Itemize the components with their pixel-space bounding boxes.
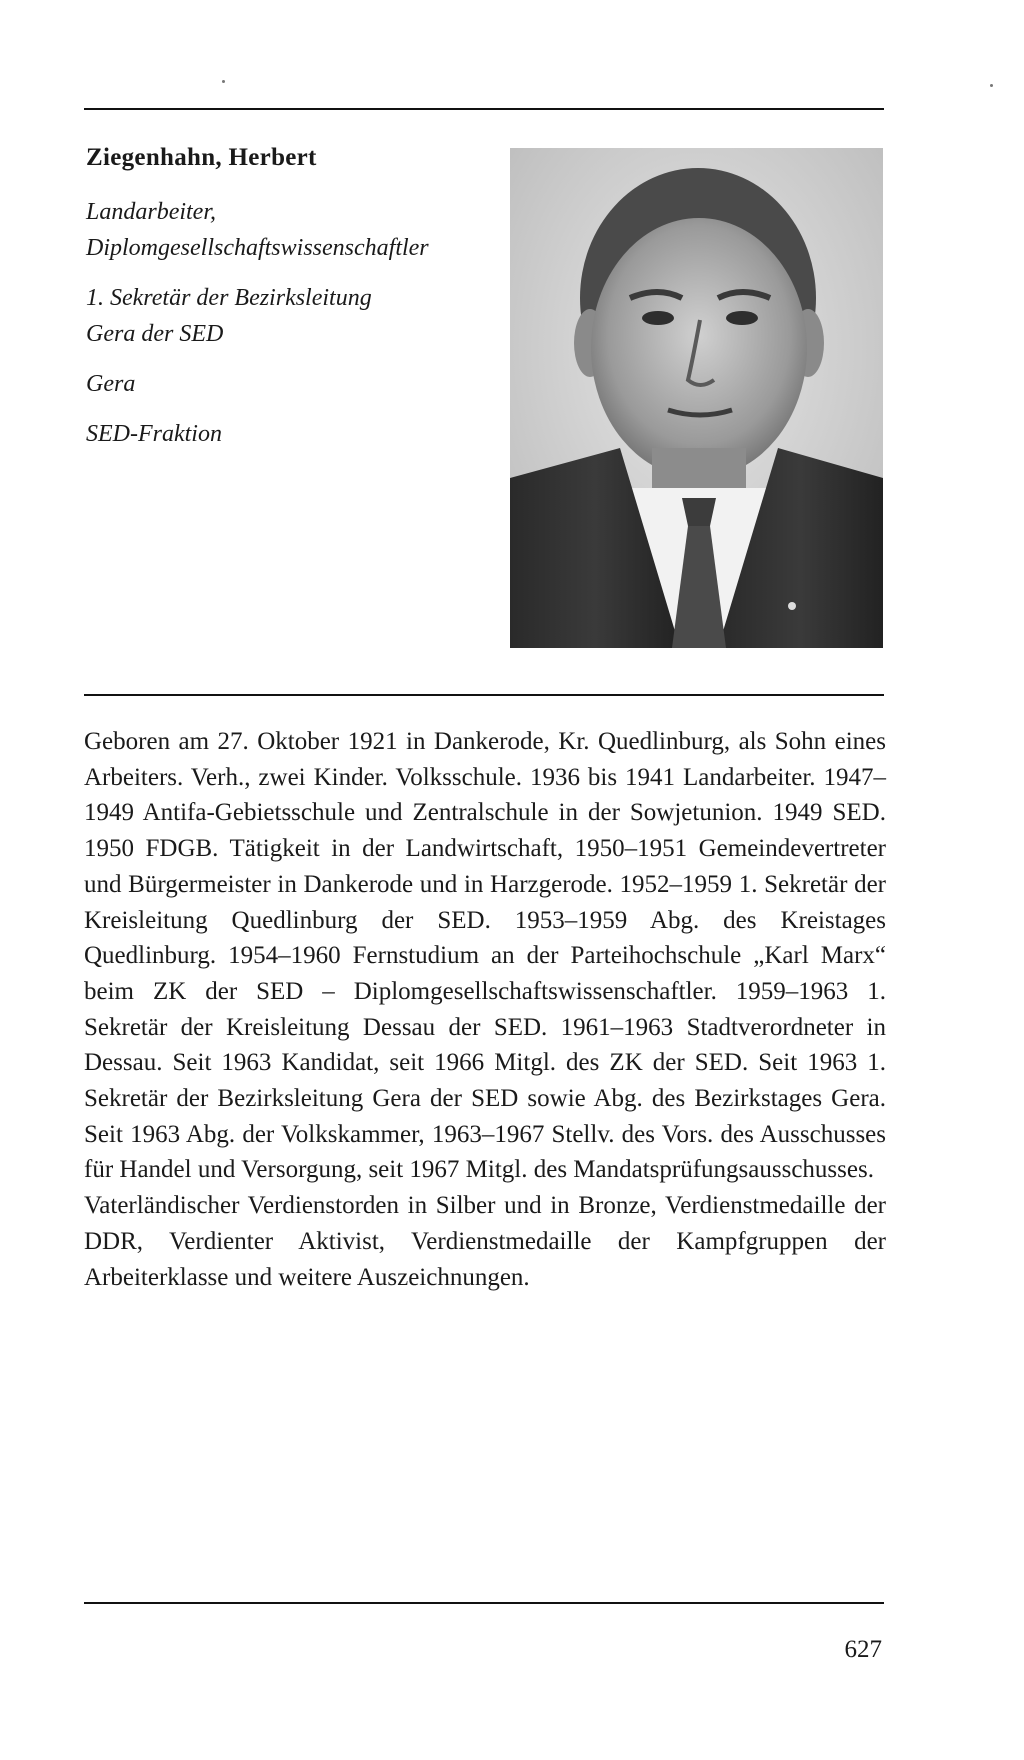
scan-speck: [222, 80, 225, 83]
position-line: Gera der SED: [86, 321, 224, 347]
profession: [86, 194, 506, 266]
top-rule: [84, 108, 884, 110]
biography-paragraph: Geboren am 27. Oktober 1921 in Dankerode, Kr. Quedlinburg, als Sohn eines Arbeiters. Verh., zwei Kinder. Volksschule. 1936 bis 1941 Landarbeiter. 1947–1949 Antifa-Gebietsschule und Zentralschule in der Sowjetunion. 1949 SED. 1950 FDGB. Tätigkeit in der Landwirtschaft, 1950–1951 Gemeindevertreter und Bürgermeister in Dankerode und in Harzgerode. 1952–1959 1. Sekretär der Kreisleitung Quedlinburg der SED. 1953–1959 Abg. des Kreistages Quedlinburg. 1954–1960 Fernstudium an der Parteihochschule „Karl Marx“ beim ZK der SED – Diplomgesellschaftswissenschaftler. 1959–1963 1. Sekretär der Kreisleitung Dessau der SED. 1961–1963 Stadtverordneter in Dessau. Seit 1963 Kandidat, seit 1966 Mitgl. des ZK der SED. Seit 1963 1. Sekretär der Bezirksleitung Gera der SED sowie Abg. des Bezirkstages Gera. Seit 1963 Abg. der Volkskammer, 1963–1967 Stellv. des Vors. des Ausschusses für Handel und Versorgung, seit 1967 Mitgl. des Mandatsprüfungsausschusses.: [84, 728, 886, 1184]
faction: SED-Fraktion: [86, 421, 222, 447]
portrait-illustration: [510, 148, 883, 648]
profession-line: Diplomgesellschaftswissenschaftler: [86, 235, 429, 261]
entry-header: [86, 140, 506, 466]
portrait-photo: [510, 148, 883, 648]
biography: [84, 724, 886, 1295]
position-line: 1. Sekretär der Bezirksleitung: [86, 285, 372, 311]
person-name: Ziegenhahn, Herbert: [86, 144, 317, 171]
constituency: Gera: [86, 371, 136, 397]
scan-speck: [990, 84, 993, 87]
middle-rule: [84, 694, 884, 696]
page-number: 627: [844, 1636, 882, 1663]
position: [86, 280, 506, 352]
awards-paragraph: Vaterländischer Verdienstorden in Silber und in Bronze, Verdienstmedaille der DDR, Verdienter Aktivist, Verdienstmedaille der Kampfgruppen der Arbeiterklasse und weitere Auszeichnungen.: [84, 1192, 886, 1291]
profession-line: Landarbeiter,: [86, 199, 217, 225]
bottom-rule: [84, 1602, 884, 1604]
